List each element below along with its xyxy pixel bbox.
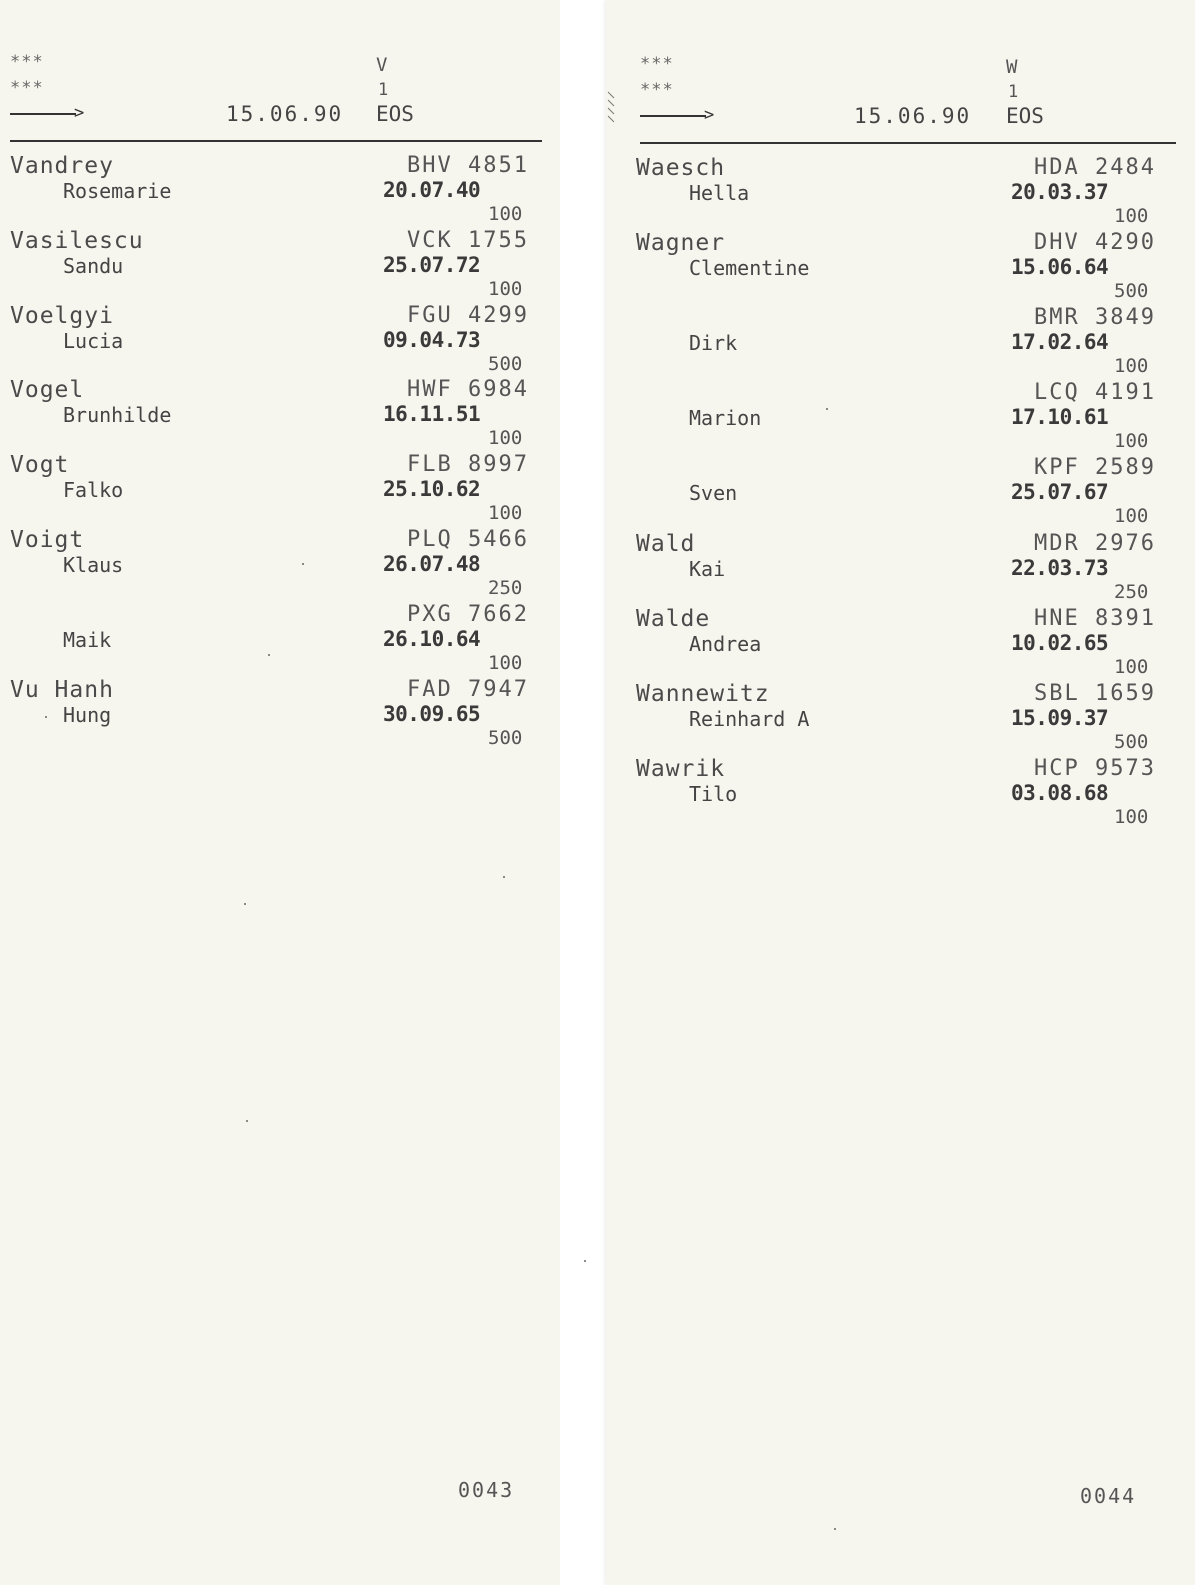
entry-row bbox=[636, 531, 1181, 606]
entry-amount: 500 bbox=[488, 726, 523, 749]
entry-given-name: Lucia bbox=[63, 328, 124, 353]
entry-amount: 100 bbox=[1114, 655, 1149, 678]
entry-amount: 500 bbox=[1114, 730, 1149, 753]
entry-surname: Vandrey bbox=[10, 153, 114, 179]
entry-row bbox=[636, 380, 1181, 455]
header-letter: W bbox=[1006, 56, 1018, 78]
entry-birth-date: 16.11.51 bbox=[383, 402, 481, 427]
header-date: 15.06.90 bbox=[226, 102, 344, 126]
entry-code: DHV 4290 bbox=[1034, 230, 1156, 256]
header-letter: V bbox=[376, 54, 388, 76]
header-number: 1 bbox=[1008, 82, 1019, 102]
entry-surname: Wald bbox=[636, 530, 696, 557]
entry-row bbox=[10, 677, 550, 752]
entry-row bbox=[636, 681, 1181, 756]
entry-amount: 100 bbox=[1114, 505, 1149, 528]
paper-speck bbox=[244, 903, 246, 905]
entry-birth-date: 20.03.37 bbox=[1011, 180, 1109, 204]
entry-code: BHV 4851 bbox=[407, 153, 529, 178]
entry-row bbox=[636, 155, 1181, 230]
header-rule bbox=[10, 140, 542, 142]
entry-surname: Walde bbox=[636, 605, 711, 632]
entry-amount: 100 bbox=[1114, 205, 1149, 227]
entry-given-name: Tilo bbox=[689, 781, 738, 806]
arrow-icon: > bbox=[640, 106, 718, 122]
entry-code: KPF 2589 bbox=[1034, 455, 1156, 481]
entry-code: FLB 8997 bbox=[407, 452, 529, 478]
header-stars-2: *** bbox=[640, 80, 674, 100]
entry-amount: 250 bbox=[1114, 580, 1149, 603]
entry-row bbox=[10, 303, 550, 378]
entry-birth-date: 26.10.64 bbox=[383, 626, 481, 651]
header-stars-1: *** bbox=[640, 54, 674, 74]
entry-amount: 100 bbox=[488, 651, 523, 674]
entry-row bbox=[636, 455, 1181, 530]
entry-amount: 500 bbox=[1114, 280, 1149, 303]
entry-amount: 100 bbox=[488, 203, 523, 225]
header-rule bbox=[640, 142, 1176, 144]
entry-surname: Vu Hanh bbox=[10, 676, 114, 703]
entry-birth-date: 09.04.73 bbox=[383, 327, 481, 352]
entry-row bbox=[10, 452, 550, 527]
entry-row bbox=[10, 153, 550, 228]
entry-birth-date: 10.02.65 bbox=[1011, 630, 1109, 655]
entry-amount: 100 bbox=[488, 277, 523, 300]
entry-row bbox=[636, 756, 1181, 831]
entry-given-name: Rosemarie bbox=[63, 179, 172, 203]
entry-code: LCQ 4191 bbox=[1034, 380, 1156, 406]
entry-row bbox=[636, 606, 1181, 681]
entry-code: HDA 2484 bbox=[1034, 155, 1156, 180]
entry-code: VCK 1755 bbox=[407, 227, 529, 253]
entry-code: HNE 8391 bbox=[1034, 605, 1156, 631]
entry-given-name: Kai bbox=[689, 556, 726, 581]
entry-code: PLQ 5466 bbox=[407, 527, 529, 552]
arrow-icon: > bbox=[10, 104, 88, 120]
entry-birth-date: 22.03.73 bbox=[1011, 555, 1109, 580]
entry-given-name: Sven bbox=[689, 481, 738, 506]
entry-row bbox=[10, 527, 550, 602]
entry-birth-date: 17.02.64 bbox=[1011, 330, 1109, 355]
entry-surname: Voigt bbox=[10, 527, 85, 553]
paper-speck bbox=[302, 563, 304, 565]
header-date: 15.06.90 bbox=[854, 104, 972, 128]
entry-given-name: Maik bbox=[63, 627, 112, 652]
entry-code: FGU 4299 bbox=[407, 302, 529, 328]
entry-amount: 100 bbox=[1114, 430, 1149, 453]
paper-speck bbox=[834, 1528, 836, 1530]
entry-birth-date: 17.10.61 bbox=[1011, 405, 1109, 430]
entry-code: FAD 7947 bbox=[407, 676, 529, 702]
entry-code: PXG 7662 bbox=[407, 601, 529, 627]
entry-surname: Vogt bbox=[10, 452, 70, 479]
entry-amount: 100 bbox=[1114, 805, 1149, 828]
paper-speck bbox=[584, 1260, 586, 1262]
entry-row bbox=[636, 305, 1181, 380]
entry-given-name: Clementine bbox=[689, 256, 810, 281]
printout-card-right bbox=[606, 0, 1195, 1585]
entry-row bbox=[10, 228, 550, 303]
entry-given-name: Hella bbox=[689, 181, 750, 205]
entry-surname: Wagner bbox=[636, 230, 726, 257]
entry-given-name: Klaus bbox=[63, 553, 124, 577]
header-code: EOS bbox=[1006, 104, 1044, 128]
entry-code: HWF 6984 bbox=[407, 377, 529, 403]
entry-amount: 250 bbox=[488, 577, 523, 599]
header-stars-1: *** bbox=[10, 52, 44, 72]
entry-code: HCP 9573 bbox=[1034, 755, 1156, 781]
entry-surname: Voelgyi bbox=[10, 302, 114, 329]
entry-row bbox=[10, 602, 550, 677]
entry-birth-date: 25.07.67 bbox=[1011, 480, 1109, 505]
header-stars-2: *** bbox=[10, 78, 44, 98]
paper-speck bbox=[503, 876, 505, 878]
paper-speck bbox=[45, 716, 47, 718]
header-code: EOS bbox=[376, 102, 414, 126]
entry-birth-date: 03.08.68 bbox=[1011, 780, 1109, 805]
printout-card-left bbox=[0, 0, 560, 1585]
entry-given-name: Sandu bbox=[63, 253, 124, 278]
tear-mark-icon bbox=[606, 90, 616, 130]
entry-amount: 100 bbox=[488, 427, 523, 450]
entry-code: MDR 2976 bbox=[1034, 530, 1156, 556]
entry-birth-date: 15.09.37 bbox=[1011, 705, 1109, 730]
entry-surname: Wawrik bbox=[636, 755, 726, 782]
page-number: 0043 bbox=[458, 1478, 515, 1502]
paper-speck bbox=[246, 1120, 248, 1122]
entry-amount: 100 bbox=[488, 502, 523, 525]
entry-amount: 100 bbox=[1114, 355, 1149, 378]
entry-surname: Wannewitz bbox=[636, 680, 770, 707]
entry-birth-date: 26.07.48 bbox=[383, 552, 481, 576]
paper-speck bbox=[826, 408, 828, 410]
entry-birth-date: 30.09.65 bbox=[383, 701, 481, 726]
header-number: 1 bbox=[378, 80, 389, 100]
entry-given-name: Brunhilde bbox=[63, 403, 172, 428]
page-number: 0044 bbox=[1080, 1484, 1137, 1508]
entry-code: SBL 1659 bbox=[1034, 680, 1156, 706]
entry-amount: 500 bbox=[488, 352, 523, 375]
entry-birth-date: 15.06.64 bbox=[1011, 255, 1109, 280]
entry-birth-date: 20.07.40 bbox=[383, 178, 481, 202]
entry-given-name: Dirk bbox=[689, 331, 738, 356]
entry-given-name: Marion bbox=[689, 406, 762, 431]
entry-given-name: Reinhard A bbox=[689, 706, 810, 731]
entry-surname: Vogel bbox=[10, 377, 85, 404]
entry-given-name: Andrea bbox=[689, 631, 762, 656]
entry-birth-date: 25.07.72 bbox=[383, 252, 481, 277]
entry-row bbox=[636, 230, 1181, 305]
paper-speck bbox=[268, 654, 270, 656]
entry-row bbox=[10, 377, 550, 452]
entry-given-name: Hung bbox=[63, 702, 112, 727]
entry-birth-date: 25.10.62 bbox=[383, 477, 481, 502]
entry-code: BMR 3849 bbox=[1034, 305, 1156, 331]
entry-surname: Waesch bbox=[636, 155, 726, 181]
entry-surname: Vasilescu bbox=[10, 227, 144, 254]
entry-given-name: Falko bbox=[63, 478, 124, 503]
